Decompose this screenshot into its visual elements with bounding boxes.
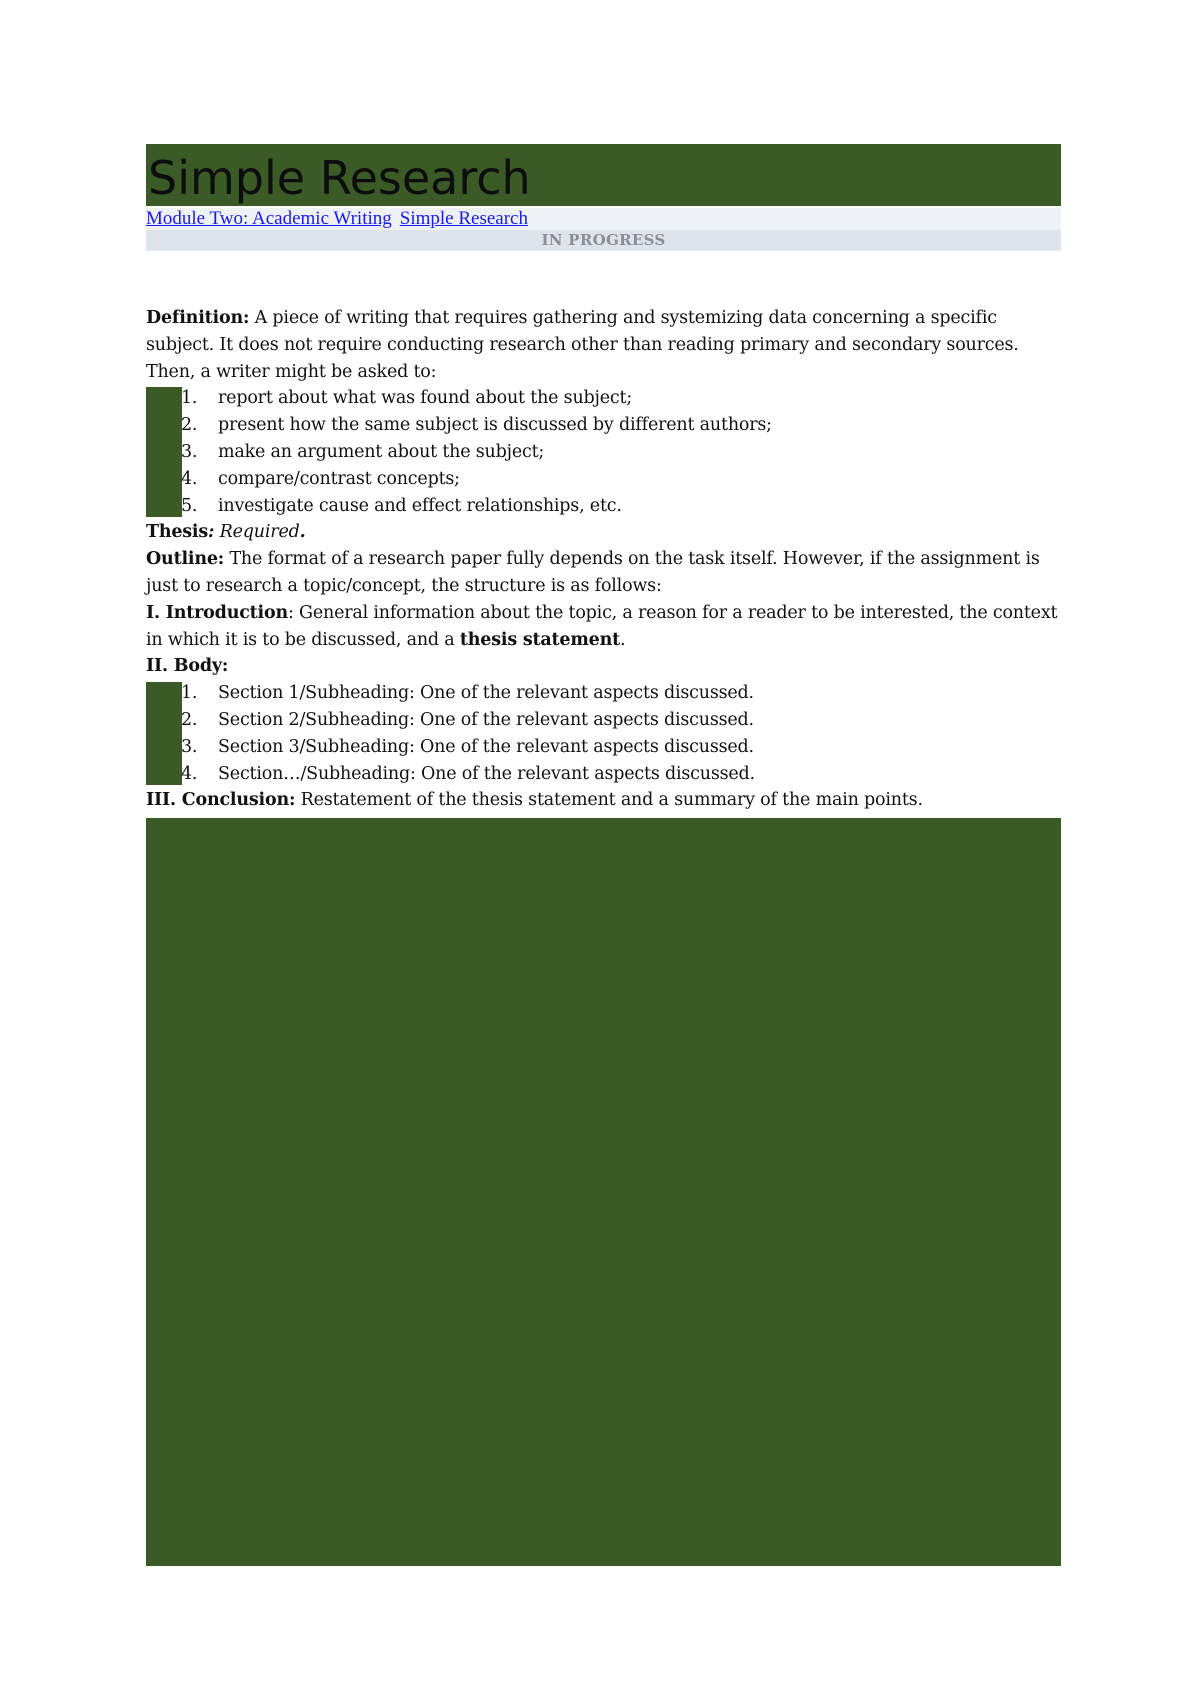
list-item-number: 5. <box>181 495 198 516</box>
list-item-text: report about what was found about the subject; <box>218 388 633 409</box>
breadcrumb-link-module[interactable]: Module Two: Academic Writing <box>146 208 392 229</box>
list-item-number: 1. <box>181 683 198 704</box>
outline-paragraph <box>146 546 1061 600</box>
list-item-number: 4. <box>181 763 198 784</box>
list-item-text: compare/contrast concepts; <box>218 468 460 489</box>
list-item <box>146 439 1061 466</box>
list-item <box>146 734 1061 761</box>
body-heading <box>146 653 1061 680</box>
definition-paragraph <box>146 305 1061 385</box>
definition-text: A piece of writing that requires gathering and systemizing data concerning a specific subject. It does not require conducting research other than reading primary and secondary sources. Then, a writer might be asked to: <box>146 308 1019 382</box>
list-item-number: 3. <box>181 736 198 757</box>
definition-label: Definition: <box>146 308 250 328</box>
list-item <box>146 466 1061 493</box>
list-item <box>146 385 1061 412</box>
conclusion-text: Restatement of the thesis statement and a summary of the main points. <box>295 790 923 811</box>
list-item-text: present how the same subject is discussed by different authors; <box>218 415 772 436</box>
conclusion-paragraph <box>146 787 1061 814</box>
list-item-number: 4. <box>181 468 198 489</box>
definition-list <box>146 385 1061 519</box>
list-item <box>146 680 1061 707</box>
introduction-label: I. Introduction <box>146 602 288 623</box>
document-page <box>146 144 1061 1566</box>
introduction-paragraph <box>146 600 1061 654</box>
list-item-number: 1. <box>181 388 198 409</box>
document-content <box>146 305 1061 1566</box>
status-badge: IN PROGRESS <box>146 230 1061 251</box>
content-placeholder-block <box>146 818 1061 1566</box>
breadcrumb <box>146 208 1061 230</box>
list-item-number: 2. <box>181 709 198 730</box>
title-bar <box>146 144 1061 206</box>
conclusion-label: III. Conclusion: <box>146 790 296 811</box>
list-item-number: 3. <box>181 441 198 462</box>
list-item-text: Section 2/Subheading: One of the relevant aspects discussed. <box>218 709 754 730</box>
list-item-text: investigate cause and effect relationships, etc. <box>218 495 622 516</box>
body-label: II. Body: <box>146 656 229 677</box>
outline-label: Outline: <box>146 549 225 570</box>
thesis-period: . <box>299 522 306 543</box>
list-item <box>146 761 1061 788</box>
page-title: Simple Research <box>148 151 531 205</box>
breadcrumb-link-current[interactable]: Simple Research <box>399 208 528 229</box>
list-item <box>146 493 1061 520</box>
list-item-text: Section…/Subheading: One of the relevant aspects discussed. <box>218 763 755 784</box>
introduction-emphasis: thesis statement <box>459 629 621 650</box>
list-item-text: Section 1/Subheading: One of the relevant aspects discussed. <box>218 683 754 704</box>
body-list <box>146 680 1061 787</box>
thesis-value: Required <box>214 522 300 543</box>
list-item-text: make an argument about the subject; <box>218 441 545 462</box>
thesis-colon: : <box>208 522 215 543</box>
thesis-paragraph <box>146 519 1061 546</box>
list-item <box>146 412 1061 439</box>
introduction-end: . <box>620 629 626 650</box>
thesis-label: Thesis <box>146 522 209 543</box>
list-item <box>146 707 1061 734</box>
introduction-text: : General information about the topic, a reason for a reader to be interested, the context in which it is to be discussed, and a <box>146 602 1058 650</box>
list-item-number: 2. <box>181 415 198 436</box>
outline-text: The format of a research paper fully depends on the task itself. However, if the assignment is just to research a topic/concept, the structure is as follows: <box>146 549 1040 596</box>
list-item-text: Section 3/Subheading: One of the relevant aspects discussed. <box>218 736 754 757</box>
